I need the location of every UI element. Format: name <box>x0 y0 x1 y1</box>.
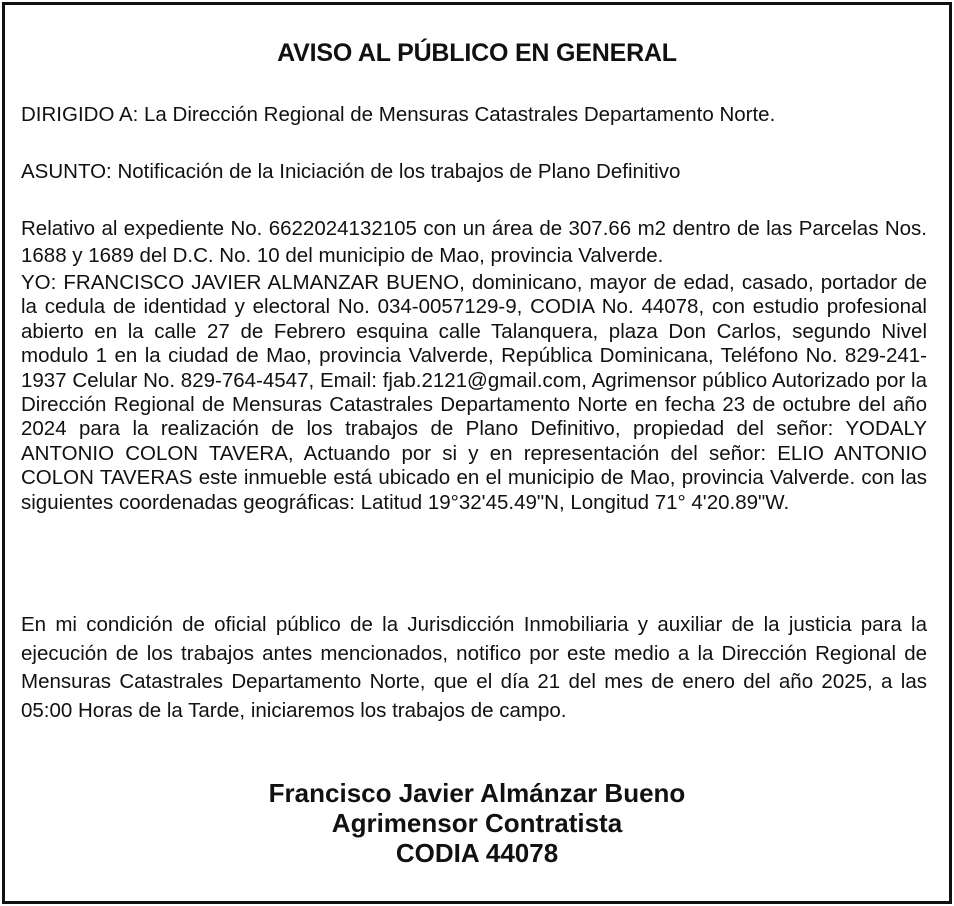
dirigido-line: DIRIGIDO A: La Dirección Regional de Mensuras Catastrales Departamento Norte. <box>21 103 776 126</box>
notice-title: AVISO AL PÚBLICO EN GENERAL <box>277 39 677 67</box>
signature-name: Francisco Javier Almánzar Bueno <box>268 778 686 808</box>
condicion-paragraph: En mi condición de oficial público de la Jurisdicción Inmobiliaria y auxiliar de la justicia para la ejecución de los trabajos antes mencionados, notifico por este medio a la Dirección Regional de Mensuras Catastrales Departamento Norte, que el día 21 del mes de enero del año 2025, a las 05:00 Horas de la Tarde, iniciaremos los trabajos de campo. <box>21 613 927 722</box>
asunto-line: ASUNTO: Notificación de la Iniciación de los trabajos de Plano Definitivo <box>21 160 681 183</box>
notice-frame <box>2 2 952 904</box>
signature-codia: CODIA 44078 <box>395 838 559 868</box>
signature-block <box>5 778 949 868</box>
signature-role: Agrimensor Contratista <box>331 808 623 838</box>
relativo-paragraph: Relativo al expediente No. 6622024132105 con un área de 307.66 m2 dentro de las Parcelas Nos. 1688 y 1689 del D.C. No. 10 del municipio de Mao, provincia Valverde. <box>21 217 927 267</box>
declarant-paragraph: YO: FRANCISCO JAVIER ALMANZAR BUENO, dominicano, mayor de edad, casado, portador de la cedula de identidad y electoral No. 034-0057129-9, CODIA No. 44078, con estudio profesional abierto en la calle 27 de Febrero esquina calle Talanquera, plaza Don Carlos, segundo Nivel modulo 1 en la ciudad de Mao, provincia Valverde, República Dominicana, Teléfono No. 829-241-1937 Celular No. 829-764-4547, Email: fjab.2121@gmail.com, Agrimensor público Autorizado por la Dirección Regional de Mensuras Catastrales Departamento Norte en fecha 23 de octubre del año 2024 para la realización de los trabajos de Plano Definitivo, propiedad del señor: YODALY ANTONIO COLON TAVERA, Actuando por si y en representación del señor: ELIO ANTONIO COLON TAVERAS este inmueble está ubicado en el municipio de Mao, provincia Valverde. con las siguientes coordenadas geográficas: Latitud 19°32'45.49"N, Longitud 71° 4'20.89"W. <box>21 271 927 514</box>
